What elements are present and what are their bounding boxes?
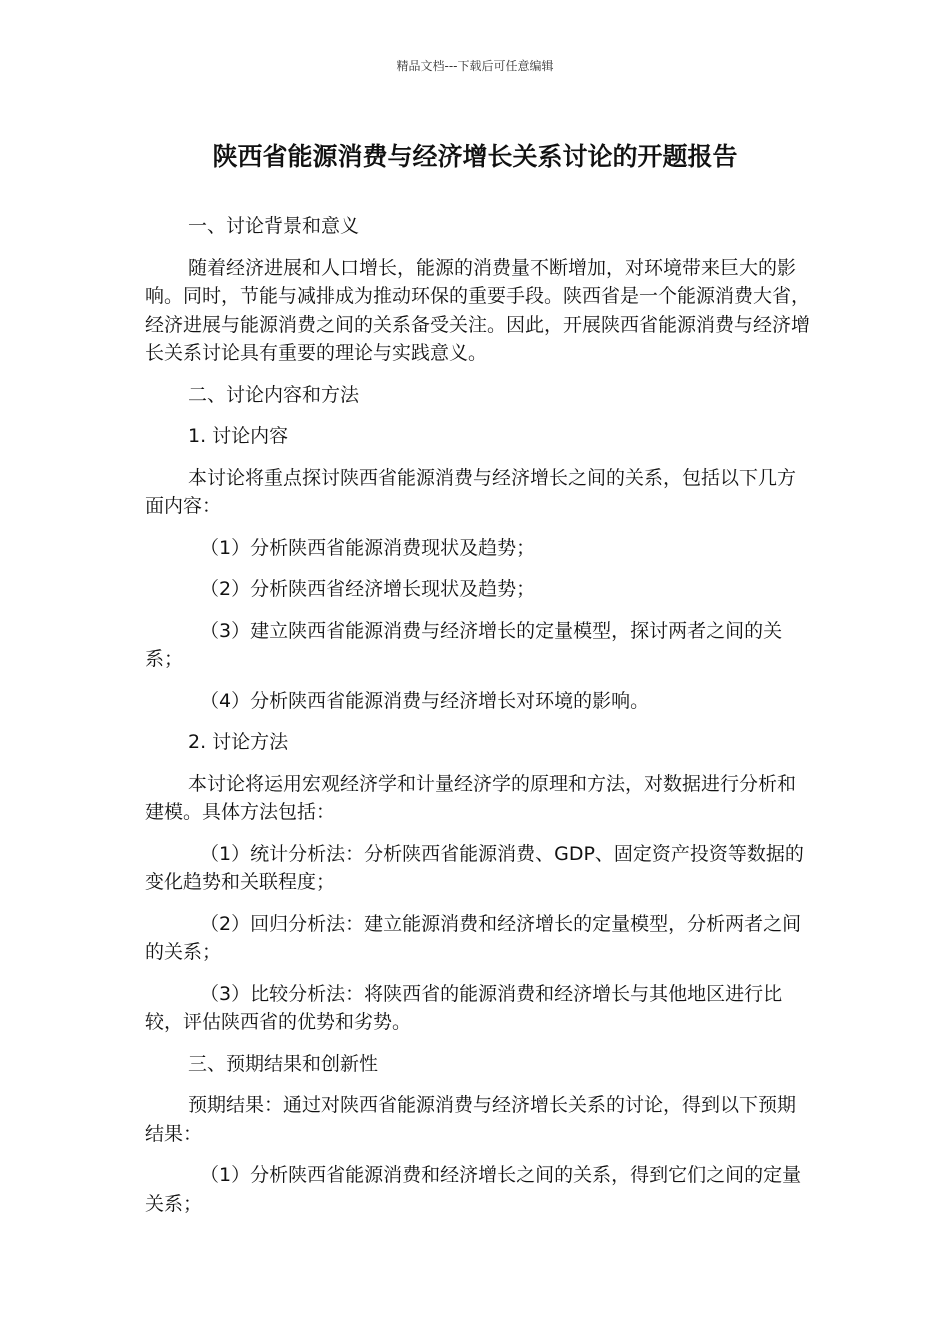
list-item: （2）回归分析法：建立能源消费和经济增长的定量模型，分析两者之间的关系； <box>145 912 802 963</box>
list-item: （2）分析陕西省经济增长现状及趋势； <box>200 578 536 600</box>
body-paragraph: 随着经济进展和人口增长，能源的消费量不断增加，对环境带来巨大的影响。同时，节能与减排成为推动环保的重要手段。陕西省是一个能源消费大省，经济进展与能源消费之间的关系备受关注。因此，开展陕西省能源消费与经济增长关系讨论具有重要的理论与实践意义。 <box>145 256 811 364</box>
section-heading-content-method: 二、讨论内容和方法 <box>188 383 360 406</box>
document-body <box>145 212 810 1231</box>
subheading-content: 1. 讨论内容 <box>188 425 289 447</box>
body-paragraph: 本讨论将重点探讨陕西省能源消费与经济增长之间的关系，包括以下几方面内容： <box>145 466 797 517</box>
body-paragraph: 本讨论将运用宏观经济学和计量经济学的原理和方法，对数据进行分析和建模。具体方法包括： <box>145 772 797 823</box>
document-title: 陕西省能源消费与经济增长关系讨论的开题报告 <box>212 142 738 171</box>
section-heading-background: 一、讨论背景和意义 <box>188 215 360 237</box>
section-heading-results: 三、预期结果和创新性 <box>188 1052 379 1075</box>
list-item: （1）分析陕西省能源消费现状及趋势； <box>200 536 536 559</box>
list-item: （4）分析陕西省能源消费与经济增长对环境的影响。 <box>200 689 650 712</box>
list-item: （3）比较分析法：将陕西省的能源消费和经济增长与其他地区进行比较，评估陕西省的优势和劣势。 <box>145 982 783 1033</box>
list-item: （1）统计分析法：分析陕西省能源消费、GDP、固定资产投资等数据的变化趋势和关联程度； <box>145 842 804 893</box>
body-paragraph: 预期结果：通过对陕西省能源消费与经济增长关系的讨论，得到以下预期结果： <box>145 1094 797 1145</box>
list-item: （3）建立陕西省能源消费与经济增长的定量模型，探讨两者之间的关系； <box>145 619 783 670</box>
page-header: 精品文档---下载后可任意编辑 <box>396 59 554 73</box>
subheading-method: 2. 讨论方法 <box>188 731 289 753</box>
list-item: （1）分析陕西省能源消费和经济增长之间的关系，得到它们之间的定量关系； <box>145 1164 802 1215</box>
